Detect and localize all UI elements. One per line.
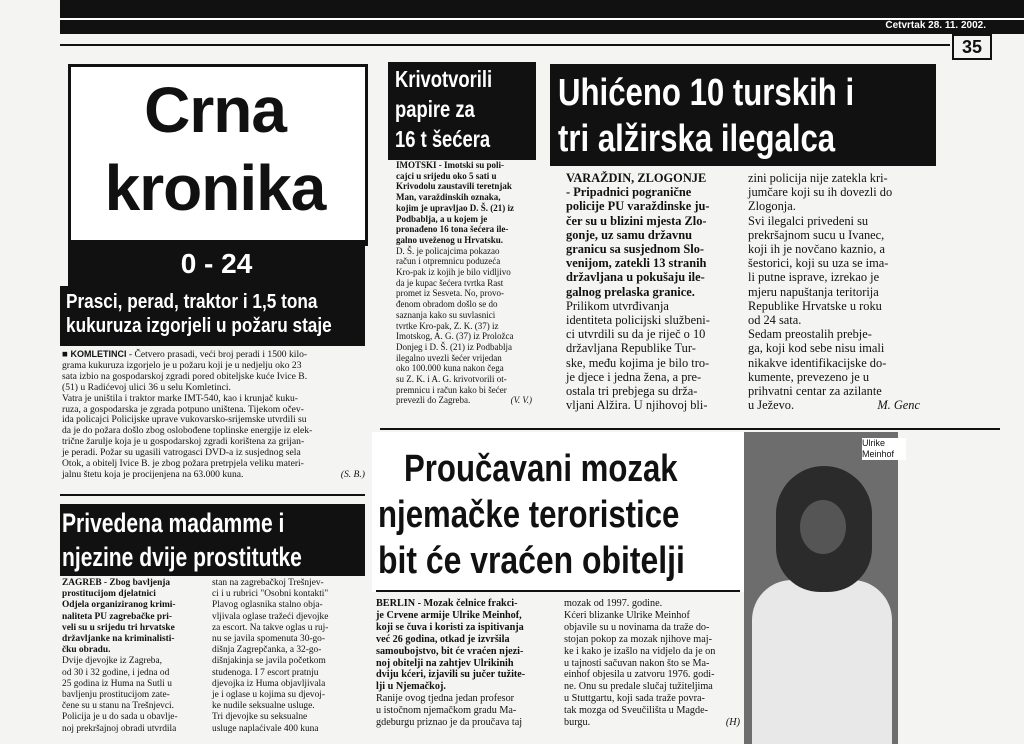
story3-line: cajci u srijedu oko 5 sati u (396, 170, 497, 181)
story5-line: mozak od 1997. godine. (564, 598, 663, 609)
story1-lead: KOMLETINCI (70, 349, 127, 359)
story1-title-line1: Prasci, perad, traktor i 1,5 tona (66, 291, 318, 313)
story4-title-line2: tri alžirska ilegalca (558, 118, 836, 160)
story2-line: nu se javila spomenuta 30-go- (212, 634, 325, 645)
story5-line: tak mozga od Sveučilišta u Magde- (564, 705, 709, 717)
story2-line: ke nudile seksualne usluge. (212, 701, 315, 712)
photo-caption: Ulrike Meinhof (862, 438, 906, 460)
issue-date: Četvrtak 28. 11. 2002. (885, 20, 986, 31)
story5-line: ke i kako je izašlo na vidjelo da je on (564, 645, 716, 657)
story4-line: gonje, uz samu državnu (566, 227, 692, 242)
portrait-coat (752, 580, 892, 744)
story2-line: Policija je u do sada u obavlje- (62, 712, 178, 723)
story3-title-line1: Krivotvorili (395, 66, 493, 92)
story3-line: Krivodolu zaustavili teretnjak (396, 181, 512, 192)
story4-line: ostala tri prebjega su drža- (566, 384, 698, 399)
story4-line: VARAŽDIN, ZLOGONJE (566, 171, 707, 185)
story5-line: koji se čuva i koristi za ispitivanja (376, 621, 524, 633)
story4-line: koji ih je novčano kaznio, a (748, 242, 885, 257)
story4-line: ci utvrdili su da je riječ o 10 (566, 327, 706, 342)
story4-line: prihvatni centar za azilante (748, 384, 882, 399)
story2-col2 (212, 578, 362, 735)
story5-line: lji u Njemačkoj. (376, 681, 446, 693)
story1-line: (51) u Radićevoj ulici 36 u selu Komletinci. (62, 381, 231, 393)
story3-line: Kro-pak iz kojih je bilo vidljivo (396, 267, 511, 278)
story2-line: ci i u rubrici "Osobni kontakti" (212, 589, 329, 600)
story1-line: trične žarulje koja je u gospodarskoj zgradi korištena za grijan- (62, 436, 305, 448)
story3-line: D. Š. je policajcima pokazao (396, 245, 500, 256)
story5-line: već 26 godina, otkad je izvršila (376, 633, 510, 645)
story3-line: su Z. K. i A. G. krivotvorili ot- (396, 374, 507, 385)
story1-line: da je do požara došlo zbog oslobođene toplinske energije iz elek- (62, 425, 313, 437)
story1-line: ida policajci Policijske uprave vukovarsko-srijemske utvrdili su (62, 414, 307, 426)
story1-rule (60, 494, 365, 496)
story3-line: da je kupac šećera tvrtka Rast (396, 277, 504, 288)
story2-line: 25 godina iz Huma na Sutli u (62, 678, 172, 689)
story3-line: Man, varaždinskih oznaka, (396, 192, 501, 203)
story3-line: ilegalno uvezli šećer vrijedan (396, 352, 502, 363)
story3-line: promet iz Sesveta. No, provo- (396, 288, 504, 299)
story1-line: ruza, a gospodarska je zgrada potpuno uništena. Tijekom očev- (62, 403, 304, 415)
story4-line: Sedam preostalih prebje- (748, 327, 872, 342)
story5-line: burgu. (H) (564, 717, 740, 729)
page-number: 35 (952, 34, 992, 60)
story2-col1 (62, 578, 204, 735)
story2-line: veli su u srijedu tri hrvatske (62, 622, 175, 633)
story2-line: djevojka iz Huma objavljivala (212, 678, 326, 689)
story3-title-line2: papire za (395, 96, 475, 122)
story5-line: stojan pokop za mozak njihove maj- (564, 633, 712, 645)
story5-line: dviju kćeri, izjavili su jučer tužite- (376, 669, 526, 681)
story4-line: Svi ilegalci privedeni su (748, 213, 869, 228)
story5-line: BERLIN - Mozak čelnice frakci- (376, 598, 518, 609)
story5-title-rule (376, 590, 740, 592)
story4-line: čer su u blizini mjesta Zlo- (566, 213, 707, 228)
story4-line: granicu sa susjednom Slo- (566, 242, 705, 257)
story3-line: tvrtke Kro-pak, Z. K. (37) iz (396, 320, 499, 331)
section-title-line2: kronika (104, 152, 326, 224)
story4-line: Prilikom utvrđivanja (566, 298, 669, 313)
story2-line: Odjela organiziranog krimi- (62, 600, 176, 611)
story3-line: Podbablja, a u kojem je (396, 213, 488, 224)
story4-line: zini policija nije zatekla kri- (748, 171, 888, 185)
story4-title-line1: Uhićeno 10 turskih i (558, 72, 855, 114)
story5-signature: (H) (725, 717, 740, 729)
story3-line: račun i otpremnicu poduzeća (396, 256, 501, 267)
story1-line: ■ KOMLETINCI - Četvero prasadi, veći broj peradi i 1500 kilo- (62, 349, 308, 360)
story2-line: državljanke na kriminalisti- (62, 634, 175, 645)
story2-line: stan na zagrebačkoj Trešnjev- (212, 578, 324, 588)
story4-col2 (748, 171, 920, 412)
story4-line: policije PU varaždinske ju- (566, 199, 710, 214)
story1-title-line2: kukuruza izgorjeli u požaru staje (66, 315, 332, 337)
story2-line: od 30 i 32 godine, i jedna od (62, 667, 170, 678)
story2-line: bavljenju prostitucijom zate- (62, 690, 170, 701)
story4-line: ske, među kojima je bilo tro- (566, 355, 710, 370)
story3-line: pronađeno 16 tona šećera ile- (396, 224, 509, 235)
story2-line: Plavog oglasnika stalno obja- (212, 600, 323, 611)
story4-line: državljana u pokušaju ile- (566, 270, 705, 285)
story5-line: u tajnosti sačuvan nakon što se Ma- (564, 657, 710, 669)
story2-line: prostitucijom djelatnici (62, 589, 156, 600)
story4-col1 (566, 171, 738, 412)
story2-line: je i oglase u kojima su djevoj- (212, 690, 325, 701)
story5-title-line2: njemačke teroristice (378, 494, 680, 536)
story2-title-line2: njezine dvije prostitutke (62, 542, 302, 572)
story4-line: vljani Alžira. U njihovoj bli- (566, 398, 708, 413)
masthead-bar (60, 0, 1024, 18)
story1-line: sata izbio na gospodarskoj zgradi pored obiteljske kuće Ivice B. (62, 370, 308, 382)
story3-body (396, 160, 532, 406)
story5-line: ne. Onu su predale slučaj tužiteljima (564, 681, 713, 693)
story4-line: u Ježevo. M. Genc (748, 398, 920, 413)
story5-line: je Crvene armije Ulrike Meinhof, (376, 609, 522, 621)
story2-line: Tri djevojke su seksualne (212, 712, 308, 723)
story5-line: samoubojstvo, bit će vraćen njezi- (376, 645, 524, 657)
story2-title-line1: Privedena madamme i (62, 508, 285, 538)
story5-title-line3: bit će vraćen obitelji (378, 540, 685, 582)
story5-line: Kćeri blizanke Ulrike Meinhof (564, 609, 690, 621)
story2-line: dišnjakinja se javila početkom (212, 656, 326, 667)
section-counter: 0 - 24 (180, 248, 253, 279)
story2-line: čene su u stanu na Trešnjevci. (62, 701, 174, 712)
story5-title-line1: Proučavani mozak (404, 448, 678, 490)
story3-line: kojim je upravljao D. Š. (21) iz (396, 202, 514, 213)
portrait-face-highlight (800, 500, 846, 554)
section-title-line1: Crna (144, 74, 286, 146)
story3-line: đenom obradom došlo se do (396, 299, 498, 310)
story4-signature: M. Genc (877, 398, 920, 413)
story4-line: - Pripadnici pogranične (566, 185, 692, 200)
story3-title-line3: 16 t šećera (395, 126, 491, 152)
story5-col1 (376, 598, 558, 729)
story4-line: državljana Republike Tur- (566, 341, 696, 356)
story4-line: kumente, prevezeno je u (748, 369, 870, 384)
story1-signature: (S. B.) (340, 468, 365, 480)
story2-line: naliteta PU zagrebačke pri- (62, 611, 172, 622)
story4-line: galnog prelaska granice. (566, 284, 695, 299)
story1-line: grama kukuruza izgorjelo je u požaru koji je u nedjelju oko 23 (62, 359, 302, 371)
story3-signature: (V. V.) (510, 395, 532, 406)
story5-line: noj obitelji na zahtjev Ulrikinih (376, 657, 514, 669)
story4-line: prekršajnom sucu u Ivanec, (748, 227, 885, 242)
story4-line: venijom, zatekli 13 stranih (566, 256, 707, 271)
story1-line: jalnu štetu koja je procijenjena na 63.000 kuna. (S. B.) (62, 468, 365, 480)
story5-line: u istočnom njemačkom gradu Ma- (376, 705, 517, 717)
story2-line: čku obradu. (62, 645, 111, 656)
story2-line: za escort. Na takve oglas u ruj- (212, 622, 329, 633)
masthead-bar-lower (60, 20, 1024, 34)
story4-rule (380, 428, 1000, 430)
story4-line: nikakve identifikacijske do- (748, 355, 887, 370)
header-rule (60, 44, 950, 46)
story1-line: Otok, a obitelj Ivice B. je zbog požara pretrpjela veliku materi- (62, 458, 304, 470)
story1-line: je peradi. Požar su ugasili vatrogasci DVD-a iz susjednog sela (62, 447, 301, 459)
story4-line: identiteta policijski službeni- (566, 313, 710, 328)
story2-line: studenoga. I 7 escort pratnju (212, 667, 319, 678)
story3-line: saznanja kako su suvlasnici (396, 309, 496, 320)
story4-line: mjeru napuštanja teritorija (748, 284, 879, 299)
story2-line: dišnja Zagrepčanka, a 32-go- (212, 645, 322, 656)
story2-line: usluge naplaćivale 400 kuna (212, 723, 319, 734)
story4-line: od 24 sata. (748, 313, 802, 328)
story2-line: noj prekršajnoj obradi utvrdila (62, 723, 177, 734)
story3-line: prevezli do Zagreba. (V. V.) (396, 395, 532, 406)
story5-col2 (564, 598, 740, 729)
story2-line: Dvije djevojke iz Zagreba, (62, 656, 162, 667)
story2-line: vljivala oglase tražeći djevojke (212, 611, 329, 622)
story3-line: Imotskog, A. G. (37) iz Proložca (396, 331, 514, 342)
story4-line: li putne isprave, izrekao je (748, 270, 880, 285)
story5-line: objavile su u novinama da traže do- (564, 621, 710, 633)
story4-line: je djece i jedna žena, a pre- (566, 369, 702, 384)
story5-line: u Stuttgartu, koji sada traže povra- (564, 693, 705, 705)
story3-line: Donjeg i D. Š. (21) iz Podbablja (396, 341, 512, 352)
story3-line: galno uveženog u Hrvatsku. (396, 234, 504, 245)
story4-line: ga, koji kod sebe nisu imali (748, 341, 885, 356)
story1-line: Vatra je uništila i traktor marke IMT-540, kao i krunjač kuku- (62, 392, 298, 404)
story3-line: IMOTSKI - Imotski su poli- (396, 160, 505, 170)
story3-line: oko 100.000 kuna nakon čega (396, 363, 504, 374)
story5-line: einhof objesila u zatvoru 1976. godi- (564, 669, 715, 681)
story1-lead-bullet: ■ (62, 349, 71, 360)
story2-line: ZAGREB - Zbog bavljenja (62, 578, 171, 588)
story5-line: gdeburgu priznao je da proučava taj (376, 717, 523, 729)
story5-line: Ranije ovog tjedna jedan profesor (376, 693, 515, 705)
story4-line: šestorici, koji su uza se ima- (748, 256, 889, 271)
story1-body (62, 349, 365, 481)
story4-line: Zlogonja. (748, 199, 796, 214)
story4-line: jumčare koji su ih dovezli do (748, 185, 893, 200)
story4-line: Republike Hrvatske u roku (748, 298, 882, 313)
story3-line: premnicu i račun kako bi šećer (396, 384, 507, 395)
